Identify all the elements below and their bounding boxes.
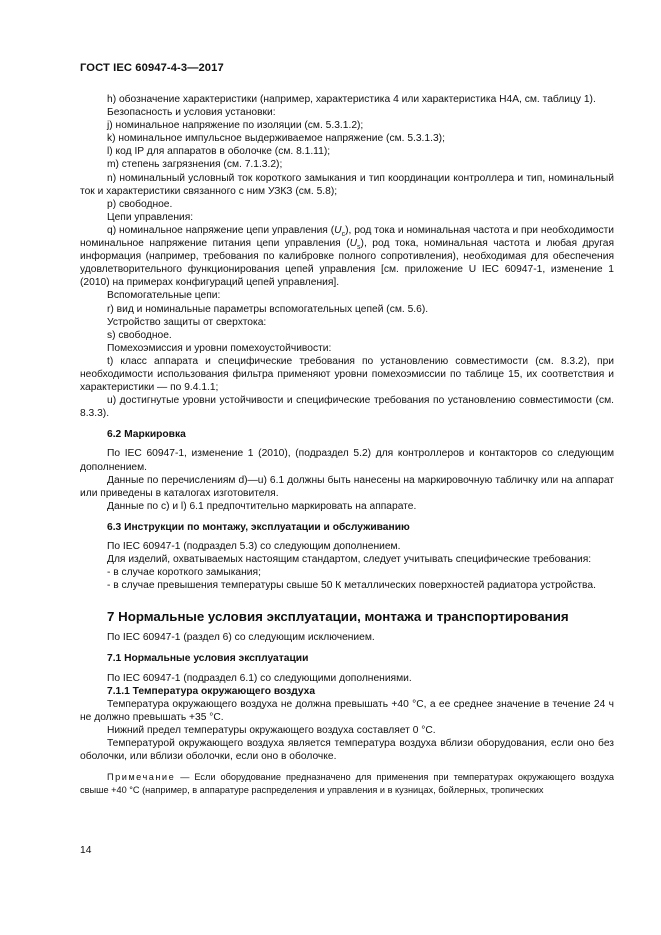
section-heading-7: 7 Нормальные условия эксплуатации, монтажа и транспортирования bbox=[107, 609, 569, 625]
section-heading-7-1: 7.1 Нормальные условия эксплуатации bbox=[107, 653, 309, 665]
paragraph: По IEC 60947-1 (подраздел 6.1) со следующими дополнениями. bbox=[107, 672, 412, 684]
list-item-t: t) класс аппарата и специфические требования по установлению совместимости (см. 8.3.2), при необходимости использования фильтра применяют уровни помехоэмиссии по таблице 15, их соответствия и характеристики — по 9.4.1.1; bbox=[80, 355, 614, 394]
paragraph: Температура окружающего воздуха не должна превышать +40 °С, а ее среднее значение в течение 24 ч не должно превышать +35 °С. bbox=[80, 698, 614, 723]
paragraph: По IEC 60947-1 (подраздел 5.3) со следующим дополнением. bbox=[107, 541, 401, 552]
note bbox=[80, 771, 614, 796]
paragraph: По IEC 60947-1 (раздел 6) со следующим исключением. bbox=[107, 632, 375, 644]
section-heading-6-3: 6.3 Инструкции по монтажу, эксплуатации и обслуживанию bbox=[107, 521, 410, 533]
section-heading-6-2: 6.2 Маркировка bbox=[107, 429, 186, 441]
paragraph: Данные по перечислениям d)—u) 6.1 должны быть нанесены на маркировочную табличку или на аппарат или приведены в каталогах изготовителя. bbox=[80, 474, 614, 499]
list-item-q: q) номинальное напряжение цепи управления $(U_c)$, род тока и номинальная частота и при необходимости номинальное напряжение питания цепи управления $(U_s)$, род тока, номинальная частота и любая другая информация (например, требования по калибровке полного сопротивления), необходимая для обеспечения удовлетворительного функционирования цепей управления [см. приложение U IEC 60947-1, изменение 1 (2010) на примерах конфигураций цепей управления]. bbox=[80, 224, 614, 289]
subsection-label: Вспомогательные цепи: bbox=[107, 290, 221, 302]
list-item-l: l) код IP для аппаратов в оболочке (см. 8.1.11); bbox=[107, 146, 331, 158]
subsection-label: Устройство защиты от сверхтока: bbox=[107, 316, 267, 328]
list-item-k: k) номинальное импульсное выдерживаемое напряжение (см. 5.3.1.3); bbox=[107, 133, 445, 145]
note-text: — Если оборудование предназначено для применения при температурах окружающего воздуха свыше +40 °С (например, в аппаратуре распределения и управления и в кузницах, бойлерных, тропических bbox=[80, 772, 614, 795]
list-item: - в случае превышения температуры свыше 50 К металлических поверхностей радиатора устройства. bbox=[107, 580, 596, 592]
note-label: Примечание bbox=[107, 772, 176, 783]
page-number: 14 bbox=[80, 845, 92, 856]
subsection-label: Помехоэмиссия и уровни помехоустойчивости: bbox=[107, 342, 332, 354]
list-item-u: u) достигнутые уровни устойчивости и специфические требования по установлению совместимости (см. 8.3.3). bbox=[80, 395, 614, 420]
paragraph: По IEC 60947-1, изменение 1 (2010), (подраздел 5.2) для контроллеров и контакторов со следующим дополнением. bbox=[80, 448, 614, 473]
subsection-label: Цепи управления: bbox=[107, 211, 194, 223]
document-body bbox=[80, 93, 614, 796]
paragraph: Нижний предел температуры окружающего воздуха составляет 0 °С. bbox=[107, 724, 436, 736]
list-item-h: h) обозначение характеристики (например, характеристика 4 или характеристика Н4А, см. таблицу 1). bbox=[107, 94, 596, 105]
paragraph: Температурой окружающего воздуха является температура воздуха вблизи оборудования, если оно без оболочки, или вблизи оболочки, если оно в оболочке. bbox=[80, 738, 614, 763]
list-item-m: m) степень загрязнения (см. 7.1.3.2); bbox=[107, 159, 283, 171]
paragraph: Данные по с) и l) 6.1 предпочтительно маркировать на аппарате. bbox=[107, 500, 417, 512]
document-header: ГОСТ IEC 60947-4-3—2017 bbox=[80, 62, 224, 74]
paragraph: Для изделий, охватываемых настоящим стандартом, следует учитывать специфические требования: bbox=[107, 554, 592, 566]
list-item: - в случае короткого замыкания; bbox=[107, 567, 261, 579]
list-item-s: s) свободное. bbox=[107, 329, 172, 341]
section-heading-7-1-1: 7.1.1 Температура окружающего воздуха bbox=[107, 685, 316, 697]
list-item-p: p) свободное. bbox=[107, 198, 173, 210]
list-item-j: j) номинальное напряжение по изоляции (см. 5.3.1.2); bbox=[107, 120, 364, 132]
subsection-label: Безопасность и условия установки: bbox=[107, 107, 276, 119]
list-item-r: r) вид и номинальные параметры вспомогательных цепей (см. 5.6). bbox=[107, 303, 429, 315]
list-item-n: n) номинальный условный ток короткого замыкания и тип координации контроллера и тип, номинальный ток и характеристики связанного с ним УЗКЗ (см. 5.8); bbox=[80, 172, 614, 197]
